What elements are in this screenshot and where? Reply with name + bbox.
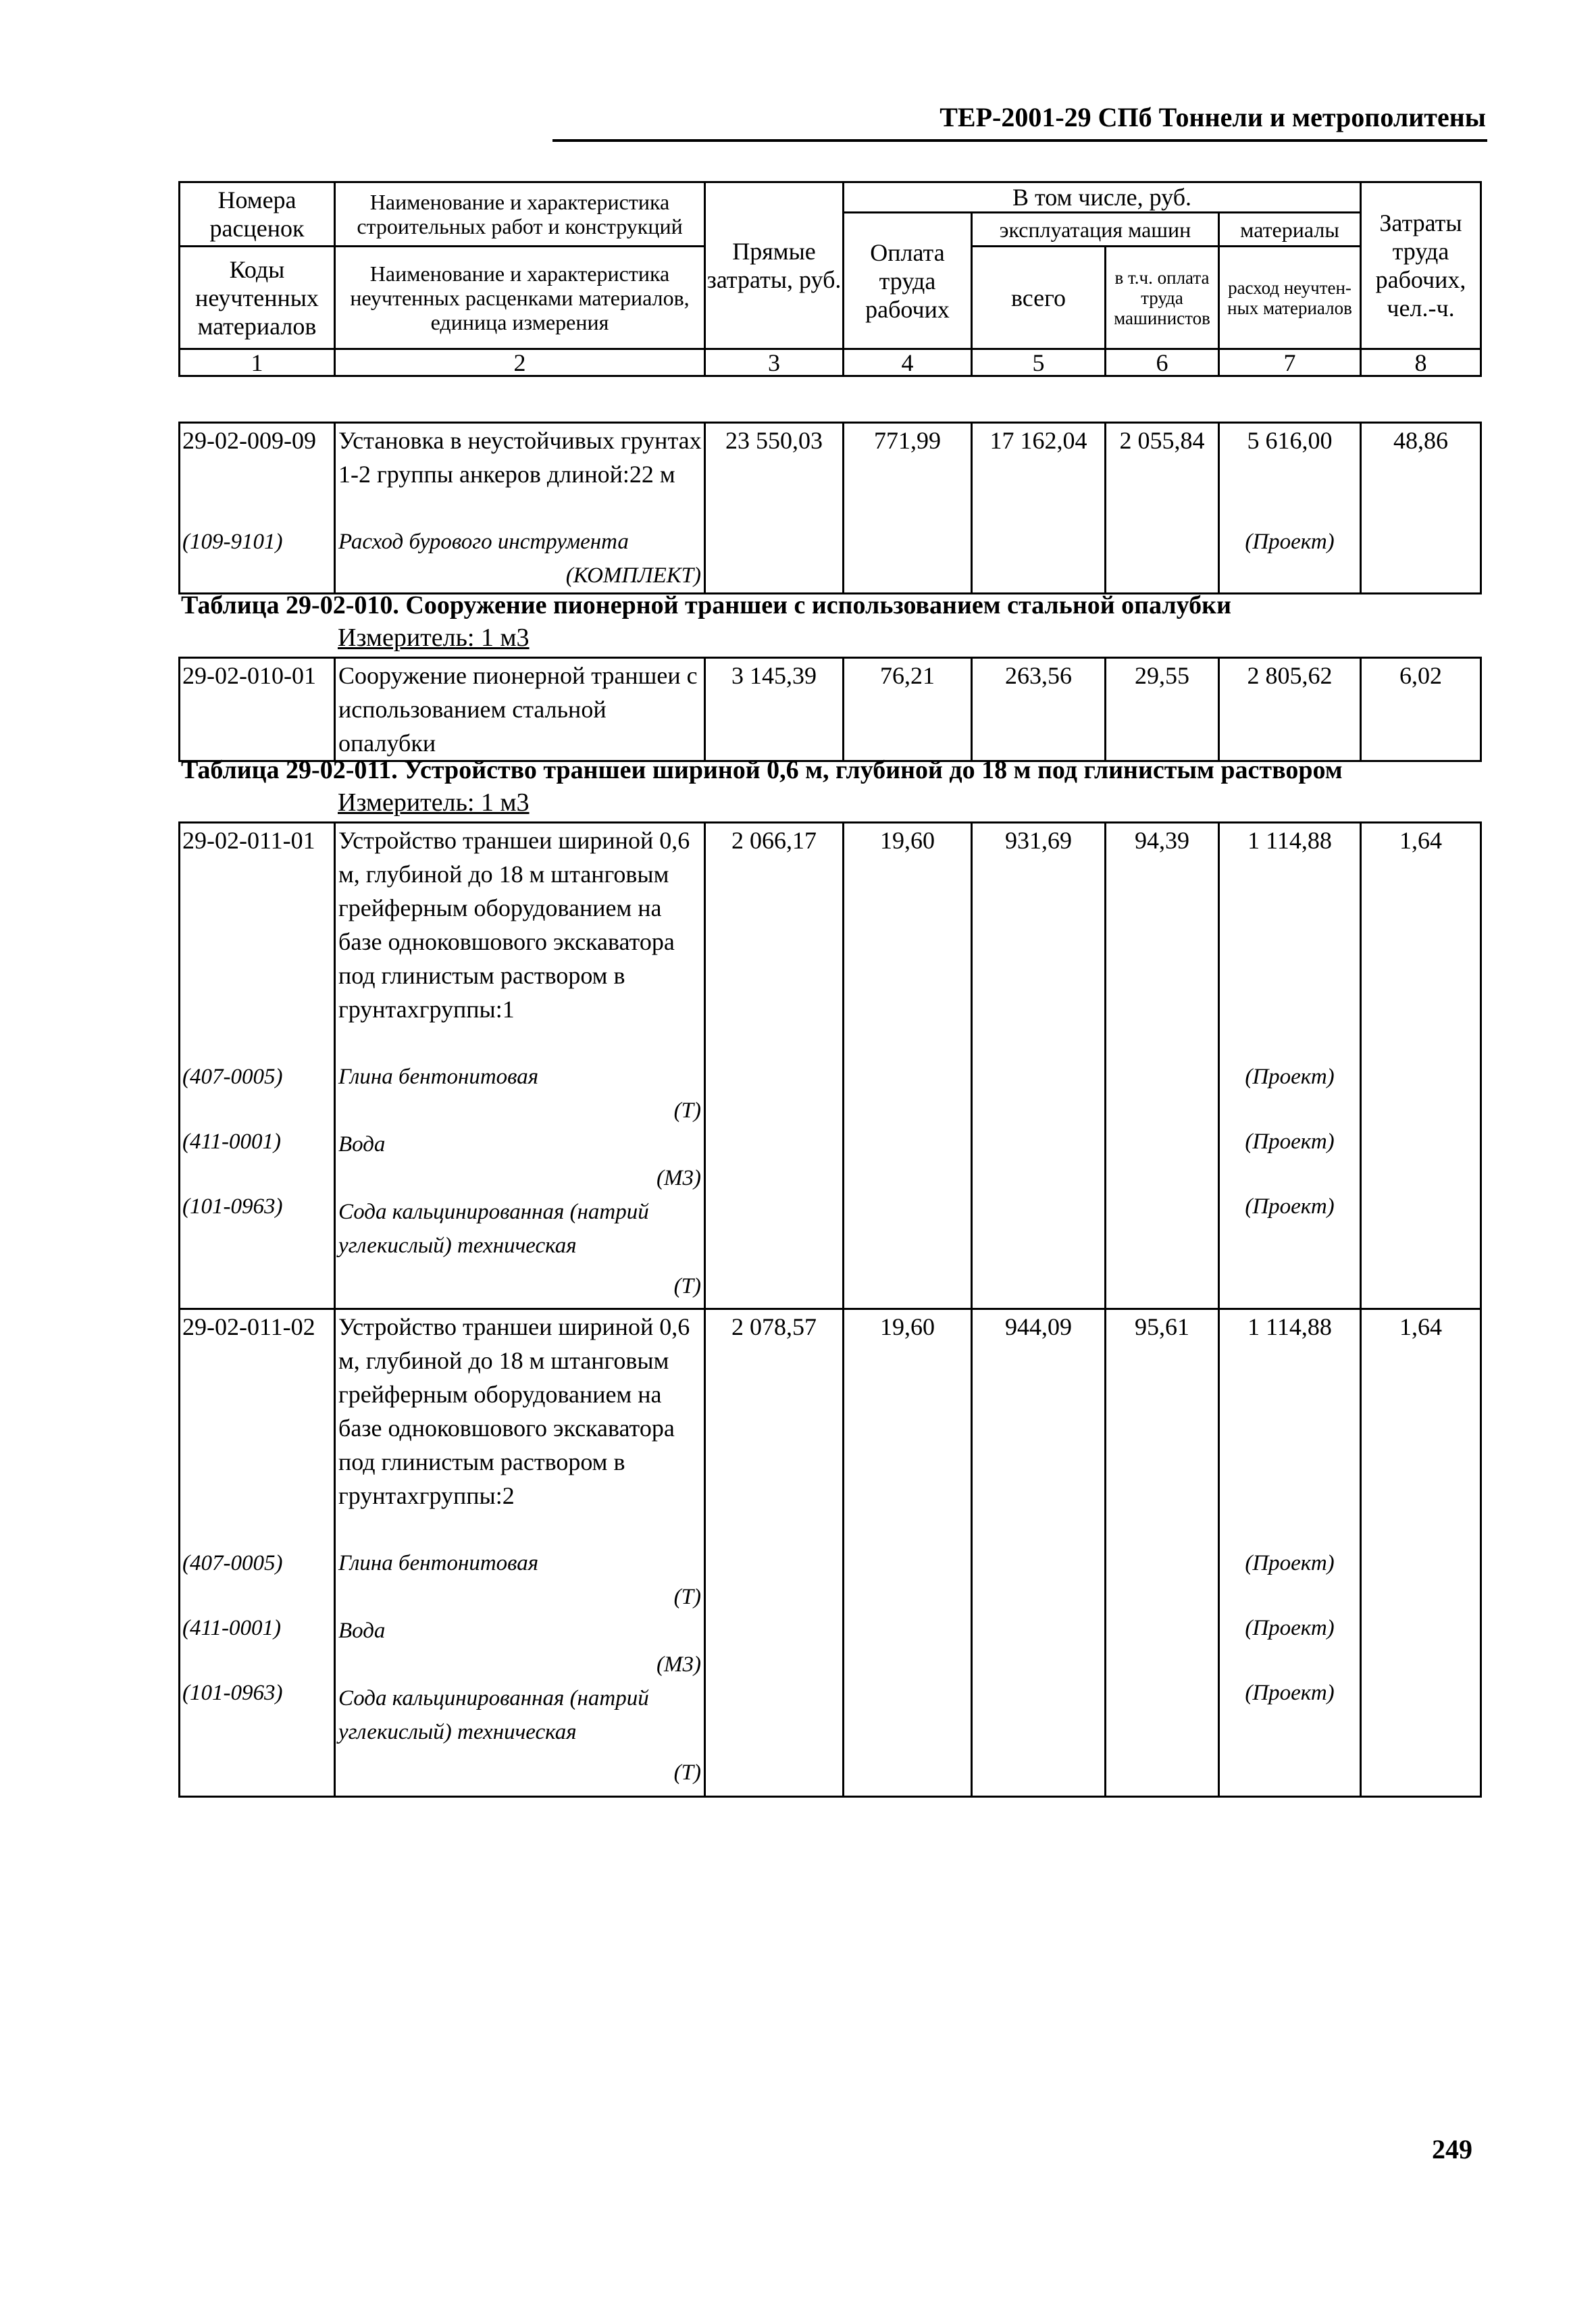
labor-hours: 1,64	[1361, 823, 1481, 1309]
header-col4: Оплата труда рабочих	[844, 213, 972, 349]
column-number: 7	[1219, 349, 1361, 376]
column-number: 1	[180, 349, 335, 376]
material-unit: (КОМПЛЕКТ)	[565, 563, 701, 588]
rate-name-cell	[335, 423, 705, 594]
header-col2-top: Наименование и характеристика строительных работ и конструкций	[335, 182, 705, 247]
header-col2-bottom: Наименование и характеристика неучтенных расценками материалов, единица измерения	[335, 247, 705, 349]
material-unit: (Т)	[673, 1760, 701, 1785]
material-name: Вода	[338, 1619, 386, 1643]
header-col1-bottom: Коды неучтенных материалов	[180, 247, 335, 349]
material-name: Расход бурового инструмента	[338, 530, 629, 554]
material-note: (Проект)	[1245, 1194, 1335, 1219]
materials-cell	[1219, 823, 1361, 1309]
column-number: 6	[1106, 349, 1219, 376]
header-col1-top: Номера расценок	[180, 182, 335, 247]
page-number: 249	[1432, 2134, 1472, 2164]
document-header-title: ТЕР-2001-29 СПб Тоннели и метрополитены	[939, 102, 1486, 132]
operators-cost: 94,39	[1106, 823, 1219, 1309]
machines-cost: 944,09	[972, 1309, 1106, 1797]
material-name: Вода	[338, 1132, 386, 1157]
measure-unit-29-02-010: Измеритель: 1 м3	[338, 624, 530, 652]
rate-code: 29-02-009-09	[182, 427, 316, 454]
material-code: (411-0001)	[182, 1130, 282, 1154]
rate-name: Устройство траншеи шириной 0,6 м, глубиной до 18 м штанговым грейферным оборудованием на базе одноковшового экскаватора под глинистым раствором в грунтахгруппы:1	[338, 827, 690, 1023]
labor-hours: 6,02	[1361, 658, 1481, 761]
material-code: (411-0001)	[182, 1616, 282, 1640]
rate-name: Сооружение пионерной траншеи с использованием стальной опалубки	[335, 658, 705, 761]
material-unit: (Т)	[673, 1098, 701, 1123]
material-name: Сода кальцинированная (натрий углекислый) техническая	[338, 1686, 649, 1744]
materials-cell	[1219, 423, 1361, 594]
column-number: 5	[972, 349, 1106, 376]
material-unit: (М3)	[657, 1652, 701, 1677]
header-col8: Затраты труда рабочих, чел.-ч.	[1361, 182, 1481, 349]
material-code: (407-0005)	[182, 1065, 283, 1089]
machines-cost: 931,69	[972, 823, 1106, 1309]
material-code: (101-0963)	[182, 1194, 283, 1219]
table-row	[180, 823, 1481, 1309]
header-group-including: В том числе, руб.	[844, 182, 1361, 213]
rates-table-s3	[178, 821, 1482, 1798]
table-row	[180, 658, 1481, 761]
rate-code: 29-02-010-01	[180, 658, 335, 761]
labor-hours: 48,86	[1361, 423, 1481, 594]
direct-cost: 3 145,39	[705, 658, 844, 761]
rate-code-cell	[180, 423, 335, 594]
material-unit: (Т)	[673, 1274, 701, 1298]
labor-cost: 19,60	[844, 823, 972, 1309]
rate-code: 29-02-011-01	[182, 827, 315, 854]
rate-name: Установка в неустойчивых грунтах 1-2 группы анкеров длиной:22 м	[338, 427, 702, 488]
rate-code-cell	[180, 823, 335, 1309]
table-caption-29-02-011: Таблица 29-02-011. Устройство траншеи шириной 0,6 м, глубиной до 18 м под глинистым раствором	[181, 756, 1343, 784]
rate-name-cell	[335, 823, 705, 1309]
material-note: (Проект)	[1245, 1130, 1335, 1154]
material-name: Сода кальцинированная (натрий углекислый) техническая	[338, 1200, 649, 1258]
labor-hours: 1,64	[1361, 1309, 1481, 1797]
column-number: 8	[1361, 349, 1481, 376]
materials-cell	[1219, 1309, 1361, 1797]
operators-cost: 29,55	[1106, 658, 1219, 761]
material-note: (Проект)	[1245, 1681, 1335, 1705]
material-name: Глина бентонитовая	[338, 1551, 539, 1575]
column-number: 2	[335, 349, 705, 376]
material-note: (Проект)	[1245, 1065, 1335, 1089]
table-caption-29-02-010: Таблица 29-02-010. Сооружение пионерной траншеи с использованием стальной опалубки	[181, 591, 1231, 619]
material-note: (Проект)	[1245, 1616, 1335, 1640]
header-col7: расход неучтен-ных материалов	[1219, 247, 1361, 349]
material-code: (407-0005)	[182, 1551, 283, 1575]
material-code: (109-9101)	[182, 530, 283, 554]
rate-name-cell	[335, 1309, 705, 1797]
column-header-table	[178, 181, 1482, 377]
rate-name: Устройство траншеи шириной 0,6 м, глубиной до 18 м штанговым грейферным оборудованием на базе одноковшового экскаватора под глинистым раствором в грунтахгруппы:2	[338, 1313, 690, 1509]
column-number: 3	[705, 349, 844, 376]
labor-cost: 19,60	[844, 1309, 972, 1797]
table-row	[180, 423, 1481, 594]
table-row	[180, 1309, 1481, 1797]
column-number: 4	[844, 349, 972, 376]
direct-cost: 2 066,17	[705, 823, 844, 1309]
materials-cost: 5 616,00	[1247, 427, 1333, 454]
material-unit: (Т)	[673, 1585, 701, 1609]
material-unit: (М3)	[657, 1166, 701, 1190]
materials-cost: 1 114,88	[1247, 827, 1332, 854]
operators-cost: 2 055,84	[1106, 423, 1219, 594]
labor-cost: 76,21	[844, 658, 972, 761]
materials-cost: 2 805,62	[1219, 658, 1361, 761]
header-col5: всего	[972, 247, 1106, 349]
measure-unit-29-02-011: Измеритель: 1 м3	[338, 788, 530, 817]
header-materials: материалы	[1219, 213, 1361, 247]
rate-code-cell	[180, 1309, 335, 1797]
labor-cost: 771,99	[844, 423, 972, 594]
materials-cost: 1 114,88	[1247, 1313, 1332, 1340]
operators-cost: 95,61	[1106, 1309, 1219, 1797]
machines-cost: 263,56	[972, 658, 1106, 761]
header-rule	[552, 139, 1487, 142]
material-note: (Проект)	[1245, 1551, 1335, 1575]
rates-table-s2	[178, 657, 1482, 762]
direct-cost: 23 550,03	[705, 423, 844, 594]
header-col6: в т.ч. оплата труда машинистов	[1106, 247, 1219, 349]
direct-cost: 2 078,57	[705, 1309, 844, 1797]
material-note: (Проект)	[1245, 530, 1335, 554]
machines-cost: 17 162,04	[972, 423, 1106, 594]
material-code: (101-0963)	[182, 1681, 283, 1705]
header-col3: Прямые затраты, руб.	[705, 182, 844, 349]
rates-table-s1	[178, 422, 1482, 594]
rate-code: 29-02-011-02	[182, 1313, 315, 1340]
header-machines: эксплуатация машин	[972, 213, 1219, 247]
material-name: Глина бентонитовая	[338, 1065, 539, 1089]
